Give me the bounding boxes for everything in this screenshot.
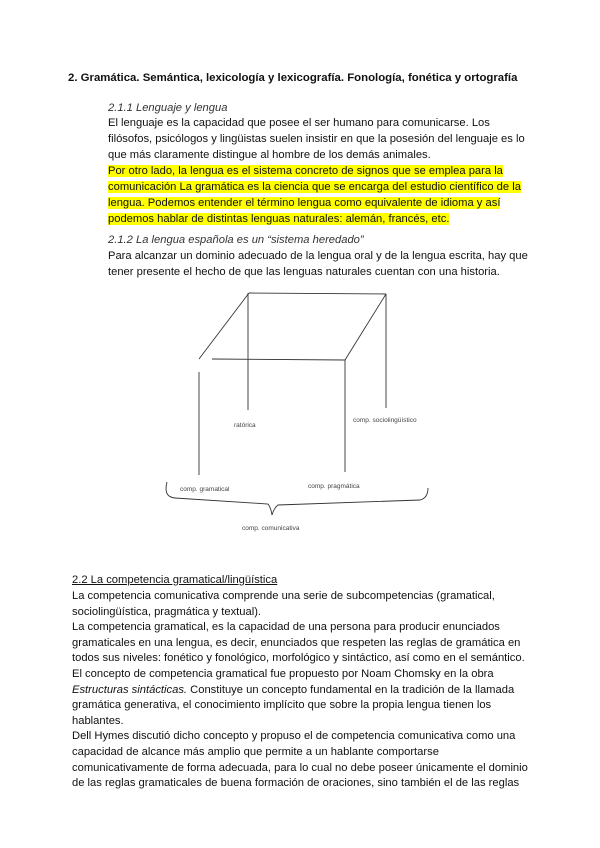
highlighted-line: comunicación La gramática es la ciencia que se encarga del estudio científico de la	[108, 181, 521, 193]
paragraph-line: La competencia gramatical, es la capacidad de una persona para producir enunciados	[72, 621, 500, 634]
highlighted-line: Por otro lado, la lengua es el sistema concreto de signos que se emplea para la	[108, 165, 503, 177]
label-comunicativa: comp. comunicativa	[242, 525, 300, 532]
paragraph-line: capacidad de alcance más amplio que permite a un hablante comportarse	[72, 746, 439, 758]
label-retorica: ratórica	[234, 422, 256, 429]
paragraph-line: gramática generativa, el conocimiento implícito que sobre la propia lengua tienen los	[72, 699, 492, 712]
label-gramatical: comp. gramatical	[180, 486, 230, 493]
paragraph-line: Dell Hymes discutió dicho concepto y propuso el de competencia comunicativa como una	[72, 730, 516, 743]
paragraph-line: filósofos, psicólogos y lingüistas suelen insistir en que la posesión del lenguaje es lo	[108, 133, 525, 145]
section-heading-2-2: 2.2 La competencia gramatical/lingüística	[72, 574, 278, 586]
section-heading-2-1-2: 2.1.2 La lengua española es un “sistema heredado”	[108, 234, 364, 246]
label-pragmatica: comp. pragmática	[308, 483, 360, 490]
paragraph-line: Estructuras sintácticas. Constituye un concepto fundamental en la tradición de la llamada	[72, 683, 515, 696]
book-title: Estructuras sintácticas.	[72, 683, 188, 696]
cube-edge	[199, 293, 249, 359]
document-title: 2. Gramática. Semántica, lexicología y lexicografía. Fonología, fonética y ortografía	[68, 72, 518, 84]
paragraph-line: El lenguaje es la capacidad que posee el ser humano para comunicarse. Los	[108, 117, 490, 129]
paragraph-line: comunicativamente de forma adecuada, para lo cual no debe poseer únicamente el dominio	[72, 761, 528, 774]
paragraph-line: sociolingüística, pragmática y textual).	[72, 605, 262, 618]
cube-edge	[249, 293, 386, 294]
paragraph-line: que más claramente distingue al hombre de los demás animales.	[108, 149, 431, 161]
cube-edge	[345, 294, 386, 360]
paragraph-line: todos sus niveles: fonético y fonológico, morfológico y sintáctico, así como en el semántico.	[72, 652, 525, 665]
highlighted-line: podemos hablar de distintas lenguas naturales: alemán, francés, etc.	[108, 213, 450, 225]
label-sociolinguistica: comp. sociolingüístico	[353, 417, 417, 424]
cube-edge	[212, 359, 345, 360]
paragraph-line: de las reglas gramaticales de buena formación de oraciones, sino también el de las reglas	[72, 777, 520, 790]
paragraph-line: hablantes.	[72, 714, 124, 727]
paragraph-line: Para alcanzar un dominio adecuado de la lengua oral y de la lengua escrita, hay que	[108, 250, 528, 262]
section-heading-2-1-1: 2.1.1 Lenguaje y lengua	[108, 102, 228, 114]
paragraph-line: La competencia comunicativa comprende una serie de subcompetencias (gramatical,	[72, 590, 495, 602]
highlighted-line: lengua. Podemos entender el término lengua como equivalente de idioma y así	[108, 197, 501, 209]
paragraph-line: El concepto de competencia gramatical fue propuesto por Noam Chomsky en la obra	[72, 668, 494, 680]
paragraph-line: gramaticales en una lengua, es decir, enunciados que respeten las reglas de gramática en	[72, 636, 521, 649]
paragraph-line: tener presente el hecho de que las lenguas naturales cuentan con una historia.	[108, 266, 500, 278]
